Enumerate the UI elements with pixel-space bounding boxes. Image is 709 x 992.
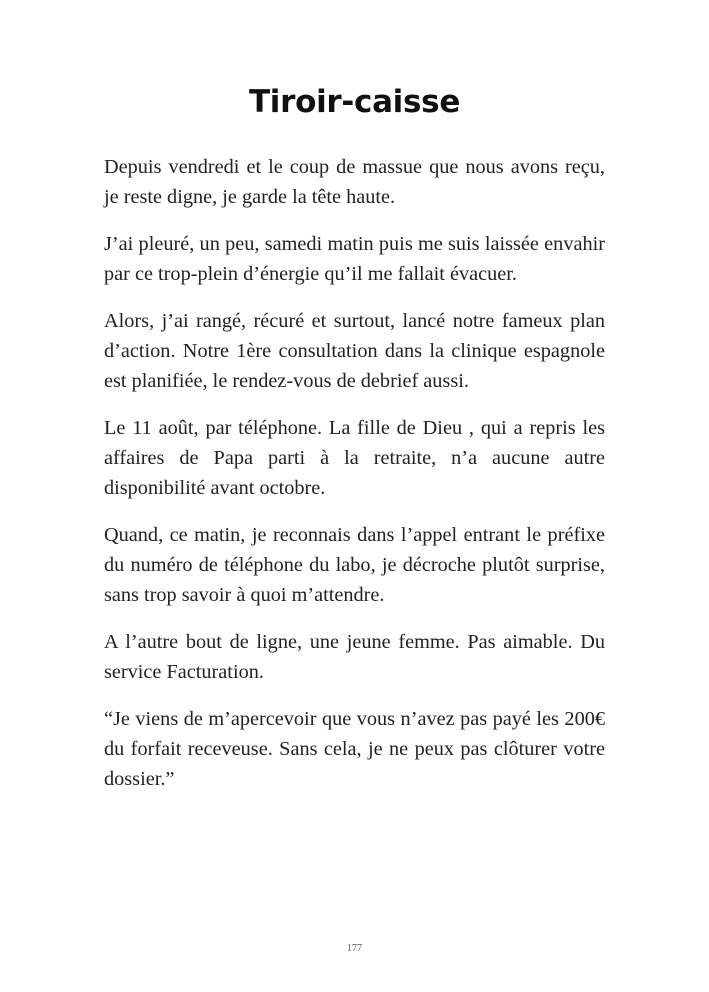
page-number: 177 — [347, 943, 362, 954]
paragraph: A l’autre bout de ligne, une jeune femme. Pas aimable. Du service Facturation. — [104, 631, 605, 683]
paragraph: Depuis vendredi et le coup de massue que nous avons reçu, je reste digne, je garde la tête haute. — [104, 156, 605, 208]
paragraph: “Je viens de m’apercevoir que vous n’avez pas payé les 200€ du forfait receveuse. Sans cela, je ne peux pas clôturer votre dossier.” — [104, 708, 605, 790]
paragraph: J’ai pleuré, un peu, samedi matin puis me suis laissée envahir par ce trop-plein d’énergie qu’il me fallait évacuer. — [104, 233, 605, 285]
paragraph: Alors, j’ai rangé, récuré et surtout, lancé notre fameux plan d’action. Notre 1ère consultation dans la clinique espagnole est planifiée, le rendez-vous de debrief aussi. — [104, 310, 605, 392]
chapter-title: Tiroir-caisse — [248, 84, 461, 120]
paragraph: Quand, ce matin, je reconnais dans l’appel entrant le préfixe du numéro de téléphone du labo, je décroche plutôt surprise, sans trop savoir à quoi m’attendre. — [104, 524, 605, 606]
paragraph: Le 11 août, par téléphone. La fille de Dieu , qui a repris les affaires de Papa parti à la retraite, n’a aucune autre disponibilité avant octobre. — [104, 417, 605, 499]
chapter-body — [104, 152, 605, 811]
